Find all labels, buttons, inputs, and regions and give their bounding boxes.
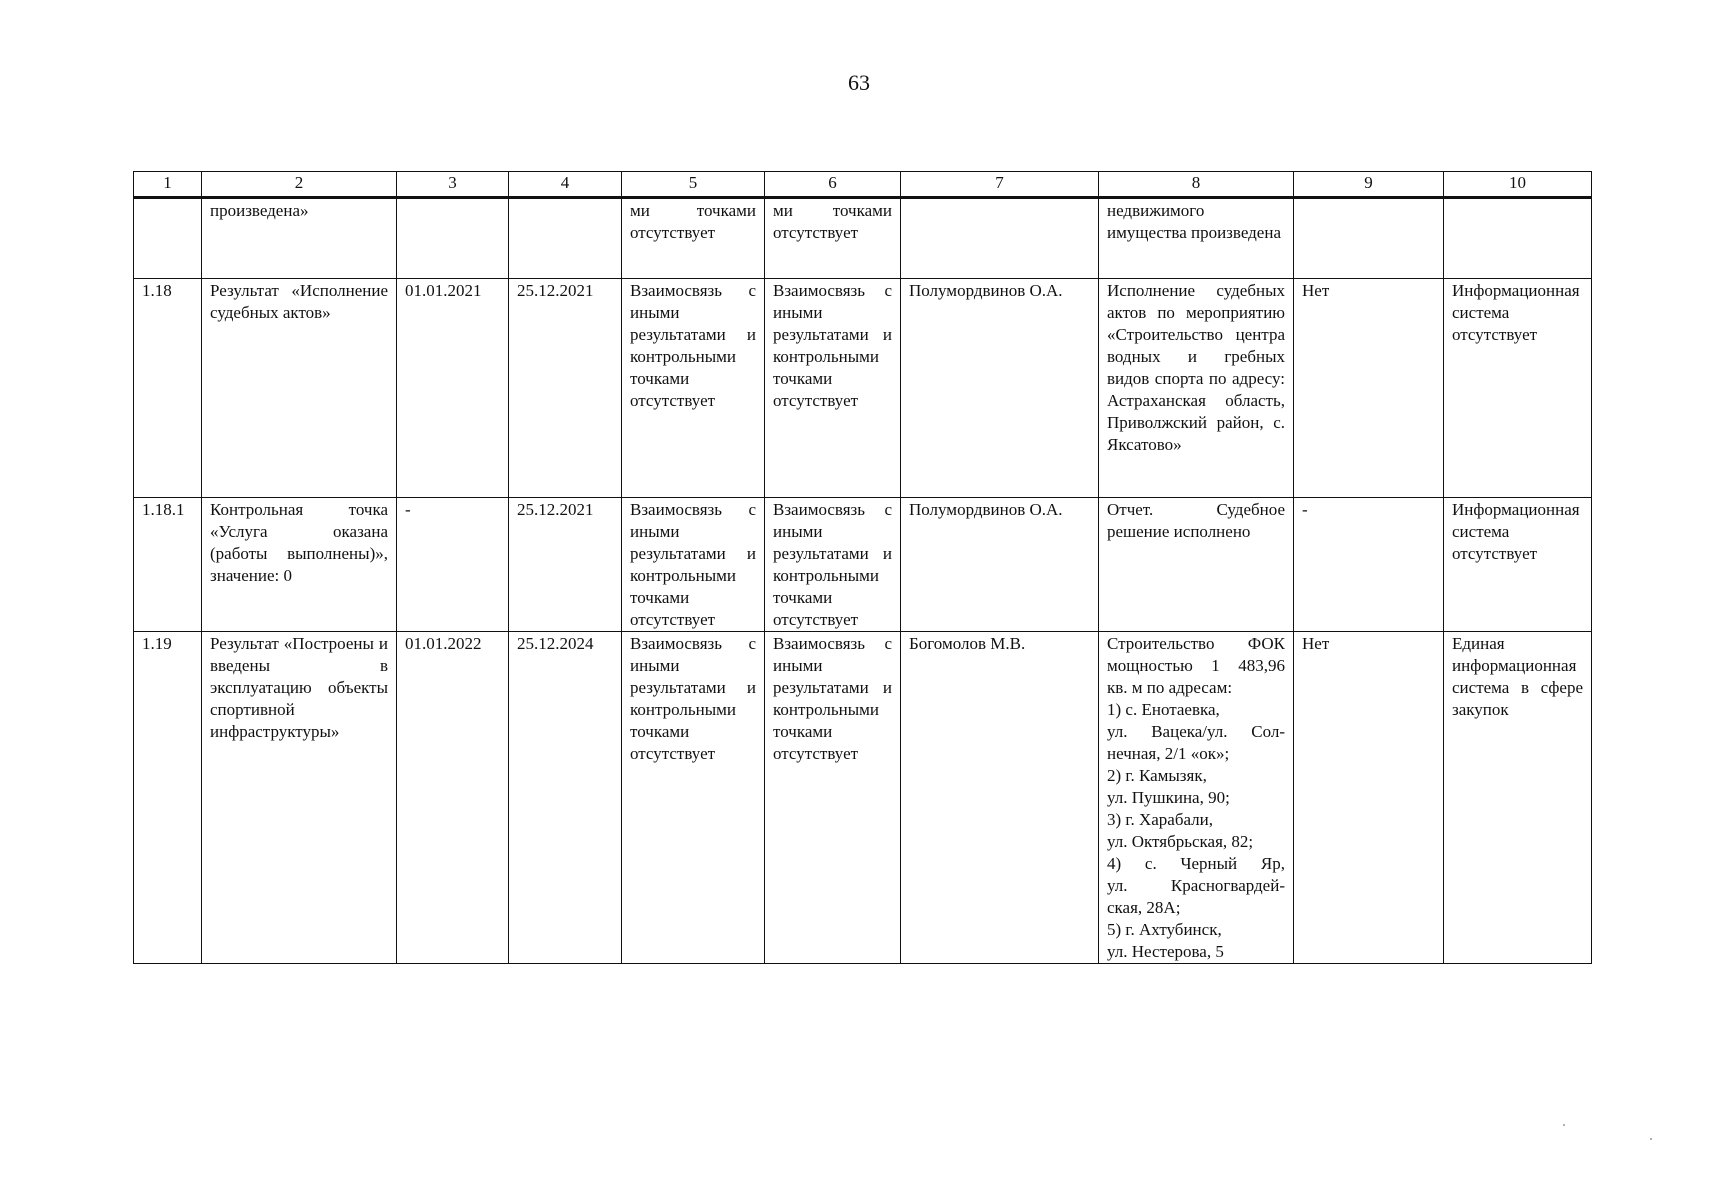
table-row-continuation — [134, 198, 1592, 279]
cell-number — [134, 198, 202, 279]
address-line: ская, 28А; — [1107, 898, 1181, 917]
cell-successor: Взаимосвязь с иными результатами и контрольными точками отсутствует — [765, 498, 901, 632]
column-header-3: 3 — [397, 172, 509, 198]
scan-speck — [1650, 1138, 1652, 1140]
column-header-4: 4 — [509, 172, 622, 198]
address-line: ул. Октябрьская, 82; — [1107, 832, 1254, 851]
cell-info-system: Информационная система отсутствует — [1444, 279, 1592, 498]
cell-confirmation: Нет — [1294, 279, 1444, 498]
address-line: ул. Красногвардей- — [1107, 876, 1285, 895]
cell-confirmation: Нет — [1294, 632, 1444, 964]
table-row-1-18 — [134, 279, 1592, 498]
cell-result-type: Отчет. Судебное решение исполнено — [1099, 498, 1294, 632]
address-line: ул. Вацека/ул. Сол- — [1107, 722, 1285, 741]
column-header-7: 7 — [901, 172, 1099, 198]
table-row-1-19 — [134, 632, 1592, 964]
cell-name: Контрольная точка «Услуга оказана (работы выполнены)», значение: 0 — [202, 498, 397, 632]
cell-info-system — [1444, 198, 1592, 279]
cell-name: произведена» — [202, 198, 397, 279]
address-line: 3) г. Харабали, — [1107, 810, 1214, 829]
cell-responsible: Богомолов М.В. — [901, 632, 1099, 964]
cell-number: 1.18 — [134, 279, 202, 498]
cell-number: 1.19 — [134, 632, 202, 964]
cell-name: Результат «Построены и введены в эксплуатацию объекты спортивной инфраструктуры» — [202, 632, 397, 964]
column-header-10: 10 — [1444, 172, 1592, 198]
cell-predecessor: Взаимосвязь с иными результатами и контрольными точками отсутствует — [622, 279, 765, 498]
column-header-1: 1 — [134, 172, 202, 198]
cell-number: 1.18.1 — [134, 498, 202, 632]
cell-responsible — [901, 198, 1099, 279]
column-header-6: 6 — [765, 172, 901, 198]
cell-info-system: Единая информационная система в сфере закупок — [1444, 632, 1592, 964]
page-number: 63 — [848, 70, 870, 95]
address-line: мощностью 1 483,96 — [1107, 656, 1285, 675]
cell-end-date: 25.12.2021 — [509, 498, 622, 632]
address-line: кв. м по адресам: — [1107, 678, 1233, 697]
cell-responsible: Полумордвинов О.А. — [901, 279, 1099, 498]
cell-info-system: Информационная система отсутствует — [1444, 498, 1592, 632]
cell-predecessor: Взаимосвязь с иными результатами и контрольными точками отсутствует — [622, 498, 765, 632]
cell-successor: Взаимосвязь с иными результатами и контрольными точками отсутствует — [765, 632, 901, 964]
address-line: Строительство ФОК — [1107, 634, 1285, 653]
cell-start-date: 01.01.2021 — [397, 279, 509, 498]
table-row-1-18-1 — [134, 498, 1592, 632]
address-line: 1) с. Енотаевка, — [1107, 700, 1220, 719]
cell-result-type: Исполнение судебных актов по мероприятию «Строительство центра водных и гребных видов спорта по адресу: Астраханская область, Приволжский район, с. Яксатово» — [1099, 279, 1294, 498]
column-header-2: 2 — [202, 172, 397, 198]
schedule-table — [133, 171, 1592, 964]
address-line: 5) г. Ахтубинск, — [1107, 920, 1222, 939]
address-line: 4) с. Черный Яр, — [1107, 854, 1285, 873]
address-line: нечная, 2/1 «ок»; — [1107, 744, 1230, 763]
cell-end-date: 25.12.2021 — [509, 279, 622, 498]
cell-predecessor: Взаимосвязь с иными результатами и контрольными точками отсутствует — [622, 632, 765, 964]
cell-responsible: Полумордвинов О.А. — [901, 498, 1099, 632]
cell-start-date — [397, 198, 509, 279]
column-header-5: 5 — [622, 172, 765, 198]
cell-result-type — [1099, 632, 1294, 964]
cell-successor: Взаимосвязь с иными результатами и контрольными точками отсутствует — [765, 279, 901, 498]
address-line: ул. Нестерова, 5 — [1107, 942, 1224, 961]
column-number-row — [134, 172, 1592, 198]
cell-name: Результат «Исполнение судебных актов» — [202, 279, 397, 498]
cell-end-date: 25.12.2024 — [509, 632, 622, 964]
scan-speck — [1563, 1124, 1565, 1126]
cell-confirmation: - — [1294, 498, 1444, 632]
column-header-8: 8 — [1099, 172, 1294, 198]
column-header-9: 9 — [1294, 172, 1444, 198]
cell-predecessor: ми точками отсутствует — [622, 198, 765, 279]
cell-end-date — [509, 198, 622, 279]
cell-result-type: недвижимого имущества произведена — [1099, 198, 1294, 279]
cell-start-date: 01.01.2022 — [397, 632, 509, 964]
address-line: ул. Пушкина, 90; — [1107, 788, 1230, 807]
cell-successor: ми точками отсутствует — [765, 198, 901, 279]
address-line: 2) г. Камызяк, — [1107, 766, 1207, 785]
cell-confirmation — [1294, 198, 1444, 279]
cell-start-date: - — [397, 498, 509, 632]
